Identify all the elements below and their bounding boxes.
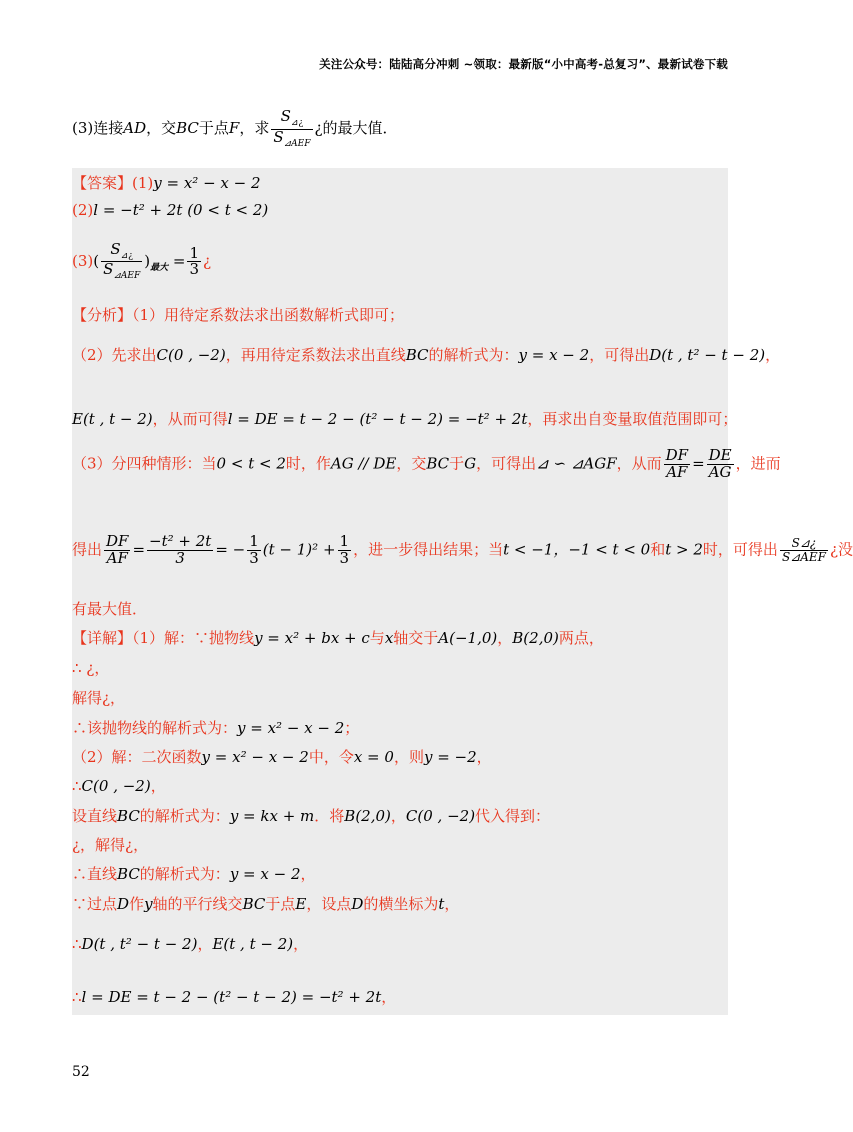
detail-line-10: ∵过点D作y轴的平行线交BC于点E，设点D的横坐标为t， xyxy=(72,895,460,913)
detail-line-9: ∴直线BC的解析式为：y = x − 2， xyxy=(72,865,316,883)
solution-panel xyxy=(72,168,728,1015)
analysis-line-6: 有最大值． xyxy=(72,600,148,618)
detail-line-12: ∴l = DE = t − 2 − (t² − t − 2) = −t² + 2t， xyxy=(72,988,397,1006)
analysis-line-2: （2）先求出C(0 , −2)，再用待定系数法求出直线BC的解析式为：y = x − 2，可得出D(t , t² − t − 2)， xyxy=(72,346,781,364)
detail-line-8: ¿，解得¿， xyxy=(72,836,149,854)
question-3: (3)连接AD，交BC于点F，求 $S_{⊿¿}$ $S_{⊿AEF}$ ¿的最大值． xyxy=(72,107,398,149)
answer-line-2: (2)l = −t² + 2t (0 < t < 2) xyxy=(72,201,269,219)
page-header: 关注公众号：陆陆高分冲刺 ~领取：最新版“小中高考-总复习”、最新试卷下载 xyxy=(319,57,728,71)
area-ratio-fraction: $S_{⊿¿}$ $S_{⊿AEF}$ xyxy=(273,107,311,149)
analysis-line-4: （3）分四种情形：当0 < t < 2时，作AG // DE，交BC于G，可得出⊿ ∽ ⊿AGF，从而 $\frac{DF}{AF}$ = $\frac{DE}{AG}$ ，进而 xyxy=(72,446,781,481)
detail-line-2: ∴ ¿， xyxy=(72,659,110,677)
detail-line-11: ∴D(t , t² − t − 2)，E(t , t − 2)， xyxy=(72,935,309,953)
page-number: 52 xyxy=(72,1064,90,1080)
detail-line-7: 设直线BC的解析式为：y = kx + m．将B(2,0)，C(0 , −2)代入得到： xyxy=(72,807,551,825)
answer-line-1: 【答案】(1)y = x² − x − 2 xyxy=(72,174,261,192)
detail-line-4: ∴该抛物线的解析式为：y = x² − x − 2； xyxy=(72,719,360,737)
detail-line-1: 【详解】（1）解：∵抛物线y = x² + bx + c与x轴交于A(−1,0)，B(2,0)两点， xyxy=(72,629,604,647)
analysis-line-1: 【分析】（1）用待定系数法求出函数解析式即可； xyxy=(72,306,405,324)
detail-line-5: （2）解：二次函数y = x² − x − 2中，令x = 0，则y = −2， xyxy=(72,748,492,766)
detail-line-6: ∴C(0 , −2)， xyxy=(72,777,166,795)
analysis-line-3: E(t , t − 2)，从而可得l = DE = t − 2 − (t² − t − 2) = −t² + 2t，再求出自变量取值范围即可； xyxy=(72,410,738,428)
answer-line-3: (3)( $S_{⊿¿}$ $S_{⊿AEF}$ )$_{最大}$ = $\frac{1}{3}$ ¿ xyxy=(72,240,212,282)
analysis-line-5: 得出 $\frac{DF}{AF}$ = $\frac{\text{−t² + 2t}}{3}$ = − $\frac{1}{3}$ (t − 1)² + $\frac{1}{3}$ ，进一步得出结果；当t < −1，−1 < t < 0和t > 2时，可得出 S⊿¿ S⊿AEF ¿没 xyxy=(72,532,853,567)
detail-line-3: 解得¿， xyxy=(72,689,126,707)
